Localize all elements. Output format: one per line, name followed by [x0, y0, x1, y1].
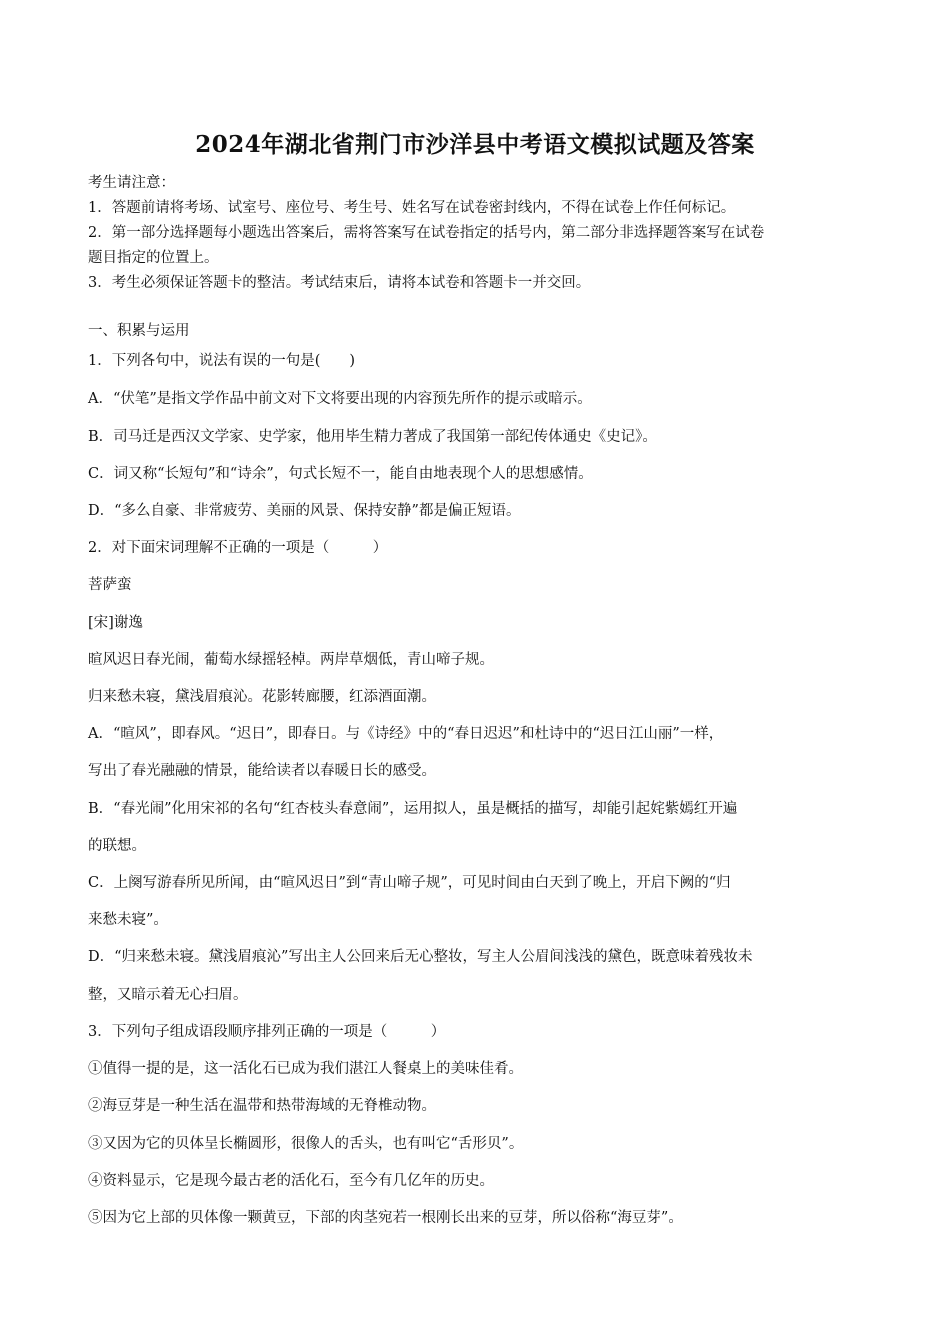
- question-option: B．司马迁是西汉文学家、史学家，他用毕生精力著成了我国第一部纪传体通史《史记》。: [88, 429, 657, 445]
- section-heading: 一、积累与运用: [88, 323, 190, 339]
- question-option: C．上阕写游春所见所闻，由“暄风迟日”到“青山啼子规”，可见时间由白天到了晚上，开启下阙的“归: [88, 875, 731, 891]
- sequence-sentence: ②海豆芽是一种生活在温带和热带海域的无脊椎动物。: [88, 1098, 436, 1114]
- sequence-sentence: ④资料显示，它是现今最古老的活化石，至今有几亿年的历史。: [88, 1173, 494, 1189]
- question-option: B．“春光闹”化用宋祁的名句“红杏枝头春意闹”，运用拟人，虽是概括的描写，却能引起姹紫嫣红开遍: [88, 801, 738, 817]
- sequence-sentence: ③又因为它的贝体呈长椭圆形，很像人的舌头，也有叫它“舌形贝”。: [88, 1136, 524, 1152]
- poem-line: 归来愁未寝，黛浅眉痕沁。花影转廊腰，红添酒面潮。: [88, 689, 436, 705]
- document-title: 2024年湖北省荆门市沙洋县中考语文模拟试题及答案: [195, 131, 755, 158]
- notice-item: 3．考生必须保证答题卡的整洁。考试结束后，请将本试卷和答题卡一并交回。: [88, 275, 591, 291]
- question-option: A．“暄风”，即春风。“迟日”，即春日。与《诗经》中的“春日迟迟”和杜诗中的“迟日江山丽”一样，: [88, 726, 724, 742]
- notice-item: 2．第一部分选择题每小题选出答案后，需将答案写在试卷指定的括号内，第二部分非选择题答案写在试卷: [88, 225, 765, 241]
- notice-heading: 考生请注意：: [88, 175, 175, 191]
- question-option-continued: 写出了春光融融的情景，能给读者以春暖日长的感受。: [88, 763, 436, 779]
- question-option: D．“归来愁未寝。黛浅眉痕沁”写出主人公回来后无心整妆，写主人公眉间浅浅的黛色，既意味着残妆未: [88, 949, 753, 965]
- poem-line: 暄风迟日春光闹，葡萄水绿摇轻棹。两岸草烟低，青山啼子规。: [88, 652, 494, 668]
- question-option: D．“多么自豪、非常疲劳、美丽的风景、保持安静”都是偏正短语。: [88, 503, 521, 519]
- poem-title: 菩萨蛮: [88, 577, 132, 593]
- question-stem: 3．下列句子组成语段顺序排列正确的一项是（ ）: [88, 1024, 446, 1040]
- question-option: A．“伏笔”是指文学作品中前文对下文将要出现的内容预先所作的提示或暗示。: [88, 391, 592, 407]
- sequence-sentence: ①值得一提的是，这一活化石已成为我们湛江人餐桌上的美味佳肴。: [88, 1061, 523, 1077]
- question-stem: 2．对下面宋词理解不正确的一项是（ ）: [88, 540, 388, 556]
- question-stem: 1．下列各句中，说法有误的一句是( ): [88, 353, 356, 369]
- poem-author: [宋]谢逸: [88, 615, 143, 631]
- question-option: C．词又称“长短句”和“诗余”，句式长短不一，能自由地表现个人的思想感情。: [88, 466, 593, 482]
- question-option-continued: 的联想。: [88, 838, 146, 854]
- question-option-continued: 来愁未寝”。: [88, 912, 168, 928]
- question-option-continued: 整，又暗示着无心扫眉。: [88, 987, 248, 1003]
- notice-item: 题目指定的位置上。: [88, 250, 219, 266]
- sequence-sentence: ⑤因为它上部的贝体像一颗黄豆，下部的肉茎宛若一根刚长出来的豆芽，所以俗称“海豆芽”。: [88, 1210, 683, 1226]
- notice-item: 1．答题前请将考场、试室号、座位号、考生号、姓名写在试卷密封线内，不得在试卷上作任何标记。: [88, 200, 736, 216]
